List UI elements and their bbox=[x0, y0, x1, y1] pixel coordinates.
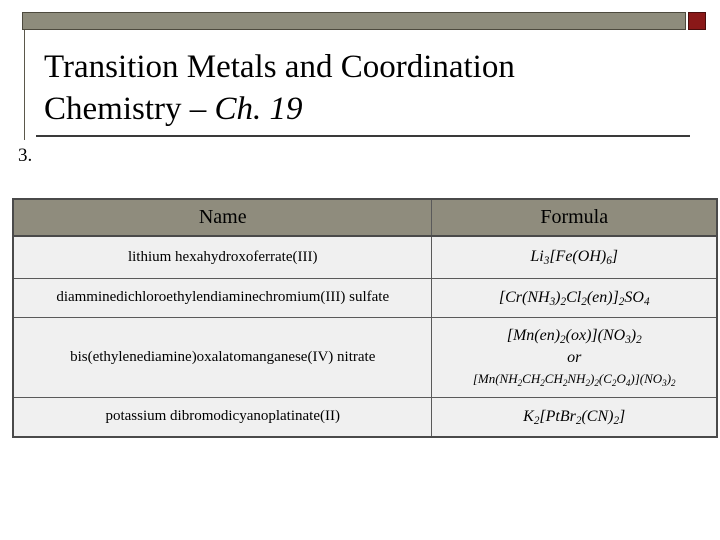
compound-formula bbox=[432, 236, 717, 278]
formula-subscript: 3 bbox=[662, 378, 667, 388]
formula-text bbox=[530, 248, 619, 268]
formula-subscript: 2 bbox=[585, 378, 590, 388]
table-row bbox=[13, 278, 717, 317]
compound-formula bbox=[432, 317, 717, 397]
nomenclature-table bbox=[12, 198, 718, 438]
formula-subscript: 2 bbox=[560, 295, 567, 308]
compound-formula bbox=[432, 397, 717, 437]
formula-subscript: 6 bbox=[606, 255, 612, 268]
formula-segment: )](NO bbox=[630, 371, 663, 386]
left-decor-line bbox=[24, 30, 25, 140]
slide-title bbox=[44, 46, 515, 130]
formula-text bbox=[432, 325, 716, 347]
formula-segment: [Mn(NH bbox=[472, 371, 518, 386]
formula-subscript: 2 bbox=[562, 378, 568, 388]
formula-segment: CH bbox=[544, 371, 563, 386]
formula-segment: [Mn(en) bbox=[506, 327, 561, 344]
table-row bbox=[13, 317, 717, 397]
formula-segment: ) bbox=[630, 327, 637, 344]
formula-segment: CH bbox=[522, 371, 541, 386]
compound-name: potassium dibromodicyanoplatinate(II) bbox=[13, 397, 432, 437]
formula-subscript: 2 bbox=[560, 334, 566, 346]
formula-or: or bbox=[567, 349, 582, 366]
title-line-2-prefix: Chemistry – bbox=[44, 91, 215, 127]
formula-subscript: 2 bbox=[611, 378, 617, 388]
formula-segment: ] bbox=[619, 407, 626, 425]
formula-subscript: 2 bbox=[517, 378, 523, 388]
formula-text bbox=[499, 289, 650, 306]
formula-segment: Li bbox=[530, 248, 544, 266]
formula-subscript: 4 bbox=[625, 378, 631, 388]
formula-segment: (ox)](NO bbox=[565, 327, 626, 344]
formula-segment: ] bbox=[611, 248, 619, 266]
formula-text bbox=[523, 408, 625, 425]
title-line-2-italic: Ch. 19 bbox=[214, 91, 303, 127]
title-divider bbox=[36, 135, 690, 137]
formula-subscript: 2 bbox=[636, 334, 642, 346]
formula-subscript: 2 bbox=[581, 295, 587, 308]
formula-subscript: 2 bbox=[613, 414, 620, 427]
header-formula: Formula bbox=[432, 199, 717, 236]
compound-formula bbox=[432, 278, 717, 317]
title-line-1: Transition Metals and Coordination bbox=[44, 49, 515, 85]
formula-segment: ) bbox=[590, 371, 595, 386]
formula-segment: [Fe(OH) bbox=[549, 248, 607, 266]
formula-segment: [PtBr bbox=[539, 407, 576, 425]
formula-subscript: 2 bbox=[594, 378, 599, 388]
header-name: Name bbox=[13, 199, 432, 236]
table-header-row bbox=[13, 199, 717, 236]
formula-subscript: 3 bbox=[543, 255, 550, 268]
formula-segment: O bbox=[616, 371, 626, 386]
formula-segment: SO bbox=[624, 288, 644, 306]
formula-subscript: 2 bbox=[540, 378, 545, 388]
formula-subscript: 3 bbox=[549, 295, 556, 308]
top-decor-bar bbox=[22, 12, 686, 30]
formula-segment: K bbox=[523, 407, 534, 425]
formula-subscript: 2 bbox=[575, 414, 582, 427]
compound-name: diamminedichloroethylendiaminechromium(III) sulfate bbox=[13, 278, 432, 317]
formula-subscript: 2 bbox=[671, 378, 676, 388]
formula-segment: (en)] bbox=[586, 288, 619, 306]
formula-segment: (C bbox=[598, 371, 612, 386]
formula-subscript: 4 bbox=[643, 295, 650, 308]
formula-subscript: 3 bbox=[625, 334, 631, 346]
compound-name: lithium hexahydroxoferrate(III) bbox=[13, 236, 432, 278]
formula-segment: NH bbox=[567, 371, 586, 386]
formula-segment: ) bbox=[666, 371, 672, 386]
formula-subscript: 2 bbox=[533, 414, 540, 427]
formula-segment: [Cr(NH bbox=[498, 288, 550, 306]
table-row bbox=[13, 397, 717, 437]
formula-subscript: 2 bbox=[618, 295, 625, 308]
formula-segment: (CN) bbox=[581, 407, 614, 425]
problem-number: 3. bbox=[18, 145, 33, 166]
compound-name: bis(ethylenediamine)oxalatomanganese(IV) nitrate bbox=[13, 317, 432, 397]
table-row bbox=[13, 236, 717, 278]
formula-segment: Cl bbox=[566, 288, 582, 306]
corner-decor-square bbox=[688, 12, 706, 30]
formula-alt-text bbox=[432, 369, 716, 389]
formula-segment: ) bbox=[555, 288, 561, 306]
